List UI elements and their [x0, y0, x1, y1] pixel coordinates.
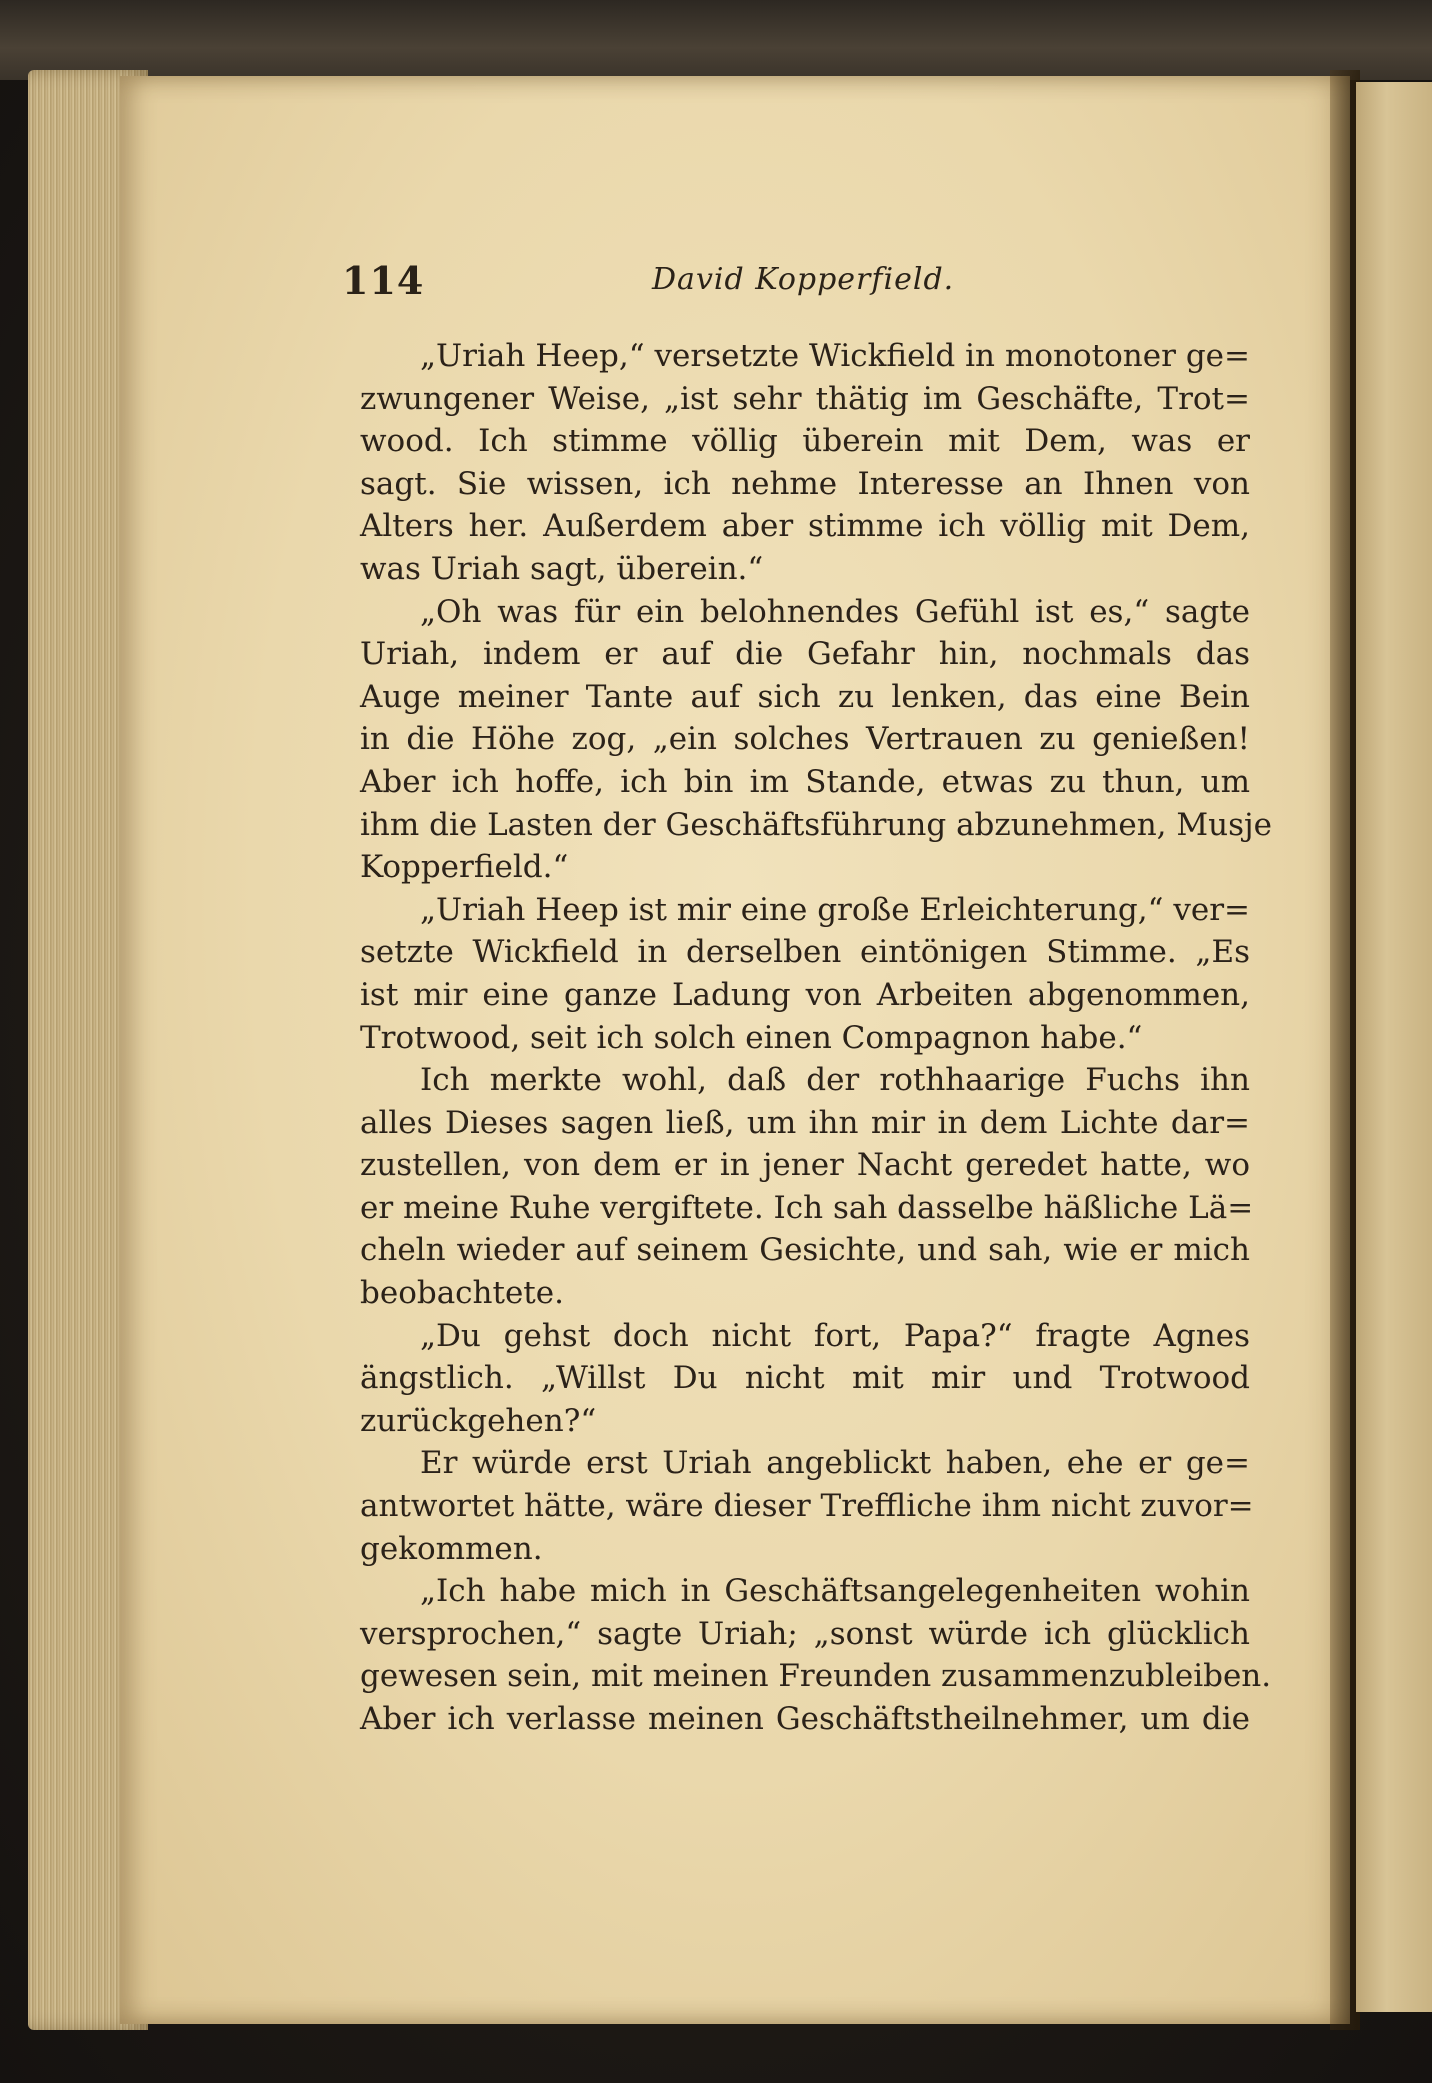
text-line: Er würde erst Uriah angeblickt haben, ehe er ge= [420, 1445, 1250, 1482]
text-line: „Uriah Heep,“ versetzte Wickfield in monotoner ge= [420, 338, 1250, 374]
text-line: Alters her. Außerdem aber stimme ich völlig mit Dem, [360, 508, 1250, 545]
text-line: Uriah, indem er auf die Gefahr hin, nochmals das [360, 636, 1250, 673]
book-cover-edge [0, 0, 1432, 80]
text-line: Ich merkte wohl, daß der rothhaarige Fuchs ihn [420, 1062, 1250, 1099]
text-line: in die Höhe zog, „ein solches Vertrauen zu genießen! [360, 721, 1250, 758]
text-line: gewesen sein, mit meinen Freunden zusammenzubleiben. [360, 1658, 1272, 1695]
text-line: Aber ich verlasse meinen Geschäftstheilnehmer, um die [360, 1701, 1250, 1737]
page-number: 114 [342, 258, 425, 303]
page-header [342, 258, 1242, 318]
text-line: ihm die Lasten der Geschäftsführung abzunehmen, Musje [360, 806, 1272, 843]
text-line: zwungener Weise, „ist sehr thätig im Geschäfte, Trot= [360, 380, 1250, 417]
text-line: zustellen, von dem er in jener Nacht geredet hatte, wo [360, 1147, 1250, 1184]
text-line: zurückgehen?“ [360, 1402, 597, 1439]
text-line: wood. Ich stimme völlig überein mit Dem, was er [360, 423, 1250, 460]
text-line: antwortet hätte, wäre dieser Treffliche ihm nicht zuvor= [360, 1488, 1254, 1525]
text-line: „Ich habe mich in Geschäftsangelegenheiten wohin [420, 1573, 1250, 1610]
text-line: ängstlich. „Willst Du nicht mit mir und Trotwood [360, 1360, 1250, 1397]
text-line: cheln wieder auf seinem Gesichte, und sah, wie er mich [360, 1232, 1250, 1269]
text-line: ist mir eine ganze Ladung von Arbeiten abgenommen, [360, 976, 1250, 1013]
text-line: versprochen,“ sagte Uriah; „sonst würde ich glücklich [360, 1615, 1250, 1652]
text-line: Kopperfield.“ [360, 849, 569, 886]
text-line: „Du gehst doch nicht fort, Papa?“ fragte Agnes [420, 1317, 1250, 1354]
text-line: Trotwood, seit ich solch einen Compagnon habe.“ [360, 1019, 1143, 1056]
facing-page-edge [1356, 82, 1432, 2012]
text-line: alles Dieses sagen ließ, um ihn mir in dem Lichte dar= [360, 1104, 1250, 1141]
body-text [360, 335, 1272, 1741]
text-line: beobachtete. [360, 1275, 564, 1312]
text-line: Auge meiner Tante auf sich zu lenken, das eine Bein [360, 678, 1250, 715]
running-title: David Kopperfield. [652, 262, 955, 297]
text-line: „Oh was für ein belohnendes Gefühl ist es,“ sagte [420, 593, 1250, 630]
text-line: „Uriah Heep ist mir eine große Erleichterung,“ ver= [420, 891, 1250, 928]
text-line: gekommen. [360, 1530, 543, 1567]
text-line: sagt. Sie wissen, ich nehme Interesse an Ihnen von [360, 465, 1250, 502]
text-line: was Uriah sagt, überein.“ [360, 550, 764, 587]
text-line: Aber ich hoffe, ich bin im Stande, etwas zu thun, um [360, 763, 1250, 800]
text-line: er meine Ruhe vergiftete. Ich sah dasselbe häßliche Lä= [360, 1189, 1254, 1226]
text-line: setzte Wickfield in derselben eintönigen Stimme. „Es [360, 934, 1250, 971]
